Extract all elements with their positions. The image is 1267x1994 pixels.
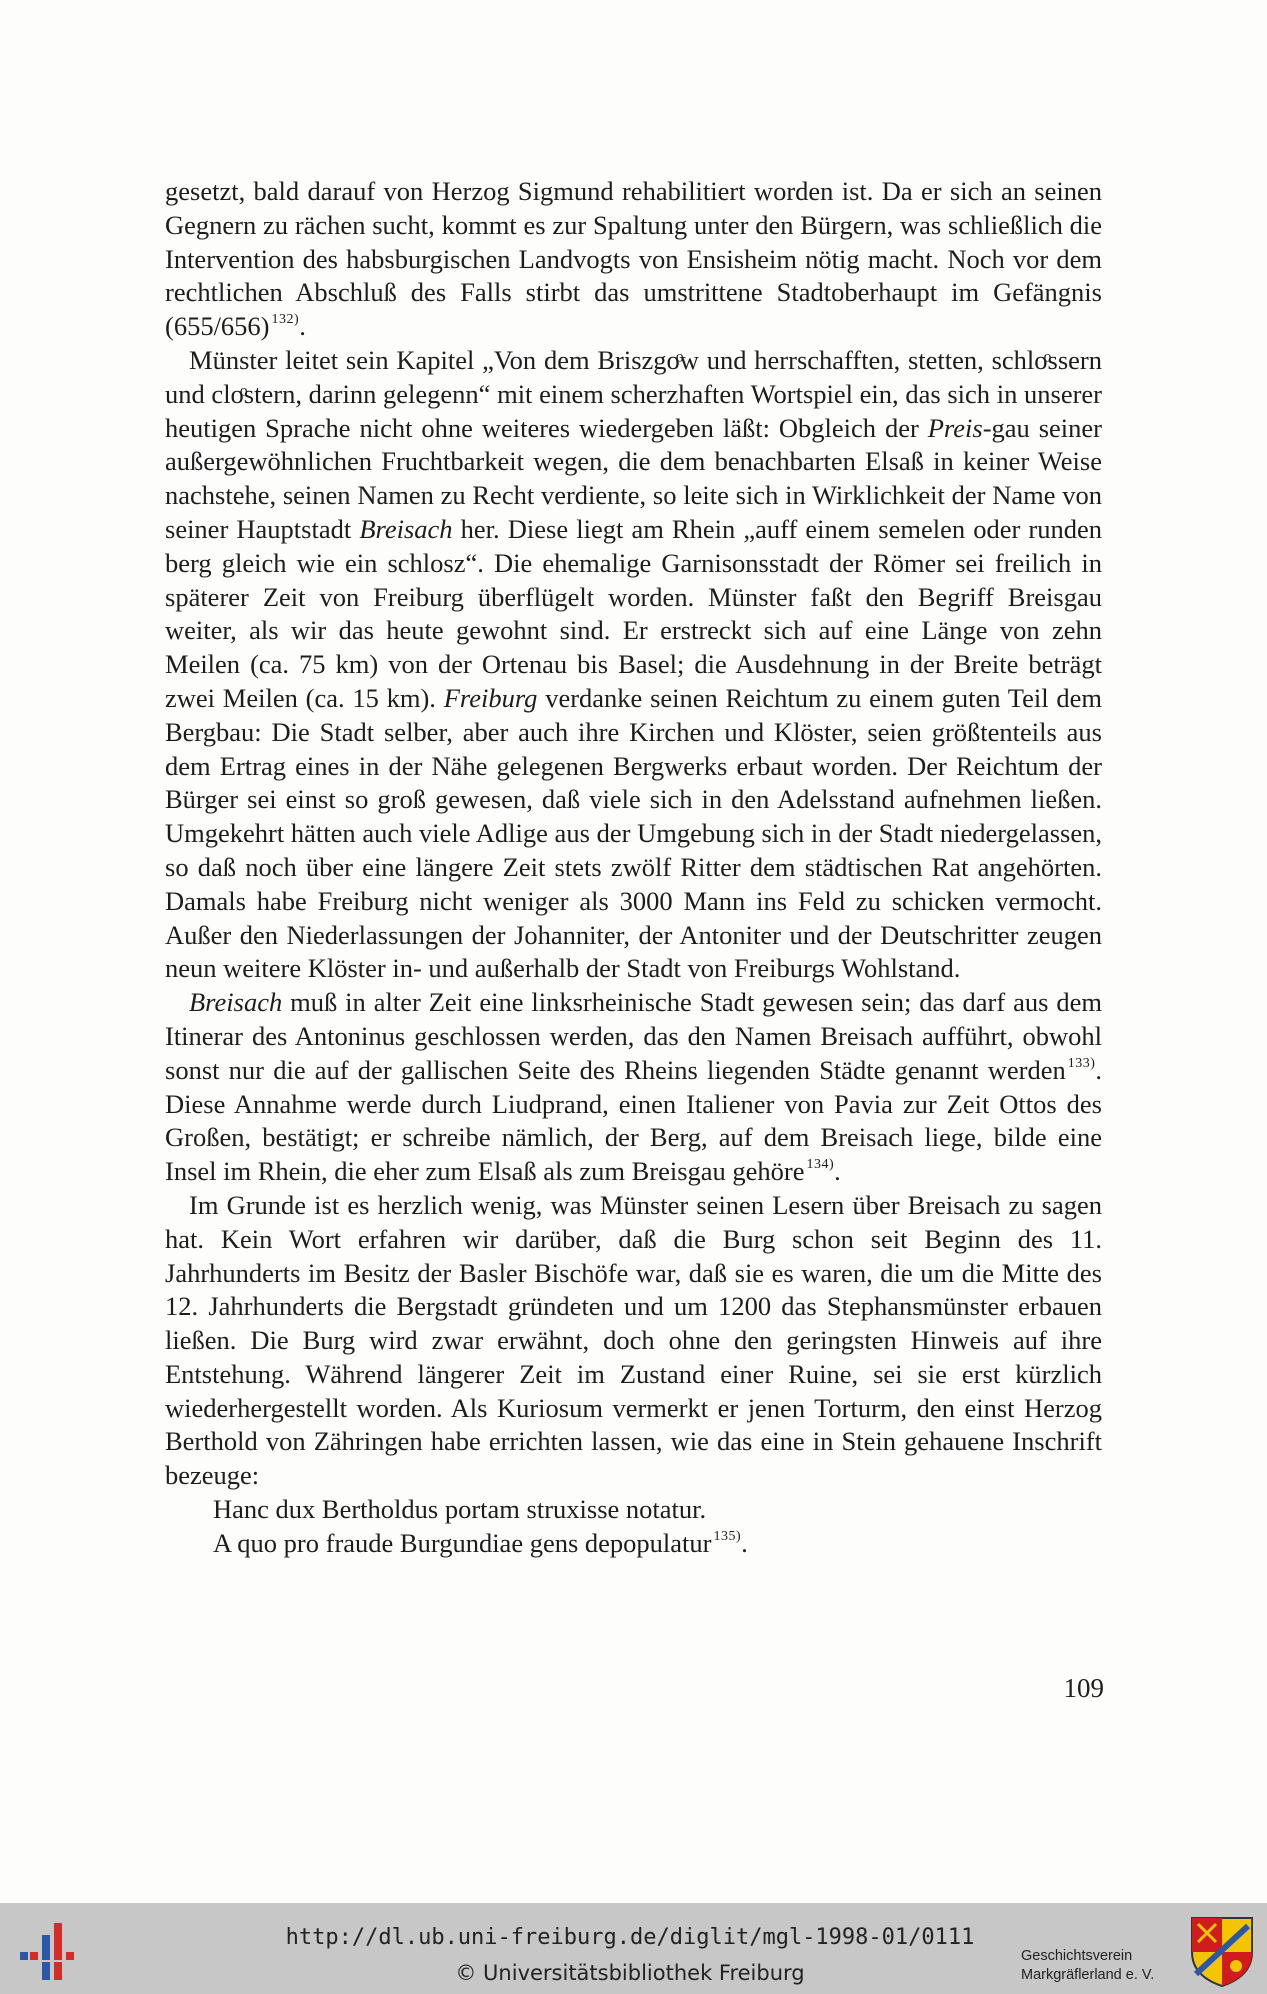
verse-text: A quo pro fraude Burgundiae gens depopulatur — [213, 1527, 712, 1558]
emphasis: Breisach — [189, 987, 283, 1018]
paragraph — [165, 344, 1102, 986]
punctuation: . — [834, 1156, 841, 1187]
source-url-link[interactable]: http://dl.ub.uni-freiburg.de/diglit/mgl-1998-01/0111 — [285, 1925, 975, 1950]
paragraph — [165, 1189, 1102, 1493]
society-line: Markgräflerland e. V. — [1021, 1967, 1155, 1983]
copyright-text: © Universitätsbibliothek Freiburg — [455, 1961, 805, 1985]
library-logo-icon[interactable] — [16, 1923, 82, 1981]
verse-text: Hanc dux Bertholdus portam struxisse notatur. — [213, 1494, 707, 1525]
coat-of-arms-icon[interactable] — [1188, 1914, 1256, 1988]
paragraph-text: . Diese Annahme werde durch Liudprand, einen Italiener von Pavia zur Zeit Ottos des Großen, bestätigt; er schreibe nämlich, der Berg, auf dem Breisach liege, bilde eine Insel im Rhein, die eher zum Elsaß als zum Breisgau gehöre — [165, 1054, 1102, 1187]
paragraph-text: verdanke seinen Reichtum zu einem guten Teil dem Bergbau: Die Stadt selber, aber auch ihre Kirchen und Klöster, seien größtenteils aus dem Ertrag eines in der Nähe gelegenen Bergwerks erbaut worden. Der Reichtum der Bürger sei einst so groß gewesen, daß viele sich in den Adelsstand aufnehmen ließen. Umgekehrt hätten auch viele Adlige aus der Umgebung sich in der Stadt niedergelassen, so daß noch über eine längere Zeit stets zwölf Ritter dem städtischen Rat angehörten. Damals habe Freiburg nicht weniger als 3000 Mann ins Feld zu schicken vermocht. Außer den Niederlassungen der Johanniter, der Antoniter und der Deutschritter zeugen neun weitere Klöster in- und außerhalb der Stadt von Freiburgs Wohlstand. — [165, 682, 1103, 984]
paragraph-text: -gau seiner außergewöhnlichen Fruchtbarkeit wegen, die dem benachbarten Elsaß in keiner Weise nachstehe, seinen Namen zu Recht verdiente, so leite sich in Wirklichkeit der Name von seiner Hauptstadt — [165, 412, 1102, 544]
paragraph-text: gesetzt, bald darauf von Herzog Sigmund rehabilitiert worden ist. Da er sich an seinen Gegnern zu rächen sucht, kommt es zur Spaltung unter den Bürgern, was schließlich die Intervention des habsburgischen Landvogts von Ensisheim nötig macht. Noch vor dem rechtlichen Abschluß des Falls stirbt das umstrittene Stadtoberhaupt im Gefängnis (655/656) — [165, 176, 1102, 342]
footnote-ref[interactable]: 135) — [713, 1528, 742, 1544]
emphasis: Preis — [927, 412, 983, 443]
punctuation: . — [741, 1527, 748, 1558]
punctuation: . — [299, 311, 306, 342]
emphasis: Breisach — [359, 513, 453, 544]
paragraph-text: Im Grunde ist es herzlich wenig, was Münster seinen Lesern über Breisach zu sagen hat. Kein Wort erfahren wir darüber, daß die Burg schon seit Beginn des 11. Jahrhunderts im Besitz der Basler Bischöfe war, daß sie es waren, die um die Mitte des 12. Jahrhunderts die Bergstadt gründeten und um 1200 das Stephansmünster erbauen ließen. Die Burg wird zwar erwähnt, doch ohne den geringsten Hinweis auf ihre Entstehung. Während längerer Zeit im Zustand einer Ruine, sei sie erst kürzlich wiederhergestellt worden. Als Kuriosum vermerkt er jenen Torturm, den einst Herzog Berthold von Zähringen habe errichten lassen, wie das eine in Stein gehauene Inschrift bezeuge: — [165, 1189, 1102, 1491]
paragraph — [165, 175, 1102, 344]
paragraph-text: Münster leitet sein Kapitel „Von dem Briszgoͦw und herrschafften, stetten, schloͦssern und cloͦstern, darinn gelegenn“ mit einem scherzhaften Wortspiel ein, das sich in unserer heutigen Sprache nicht ohne weiteres wiedergeben läßt: Obgleich der — [165, 344, 1102, 443]
paragraph-text: muß in alter Zeit eine linksrheinische Stadt gewesen sein; das darf aus dem Itinerar des Antoninus geschlossen werden, das den Namen Breisach aufführt, obwohl sonst nur die auf der gallischen Seite des Rheins liegenden Städte genannt werden — [165, 987, 1102, 1085]
footnote-ref[interactable]: 134) — [806, 1157, 835, 1173]
page-number: 109 — [1063, 1673, 1104, 1703]
paragraph — [165, 986, 1102, 1189]
paragraph-text: her. Diese liegt am Rhein „auff einem semelen oder runden berg gleich wie ein schlosz“. Die ehemalige Garnisonsstadt der Römer sei freilich in späterer Zeit von Freiburg überflügelt worden. Münster faßt den Begriff Breisgau weiter, als wir das heute gewohnt sind. Er erstreckt sich auf eine Länge von zehn Meilen (ca. 75 km) von der Ortenau bis Basel; die Ausdehnung in der Breite beträgt zwei Meilen (ca. 15 km). — [165, 513, 1102, 713]
footnote-ref[interactable]: 133) — [1067, 1055, 1096, 1071]
emphasis: Freiburg — [443, 682, 538, 713]
footnote-ref[interactable]: 132) — [271, 312, 300, 328]
society-line: Geschichtsverein — [1021, 1948, 1133, 1964]
verse-line — [165, 1527, 1102, 1561]
verse-line — [165, 1493, 1102, 1527]
body-text — [165, 175, 1102, 1561]
society-name — [1021, 1947, 1181, 1985]
footer-bar — [0, 1903, 1267, 1994]
